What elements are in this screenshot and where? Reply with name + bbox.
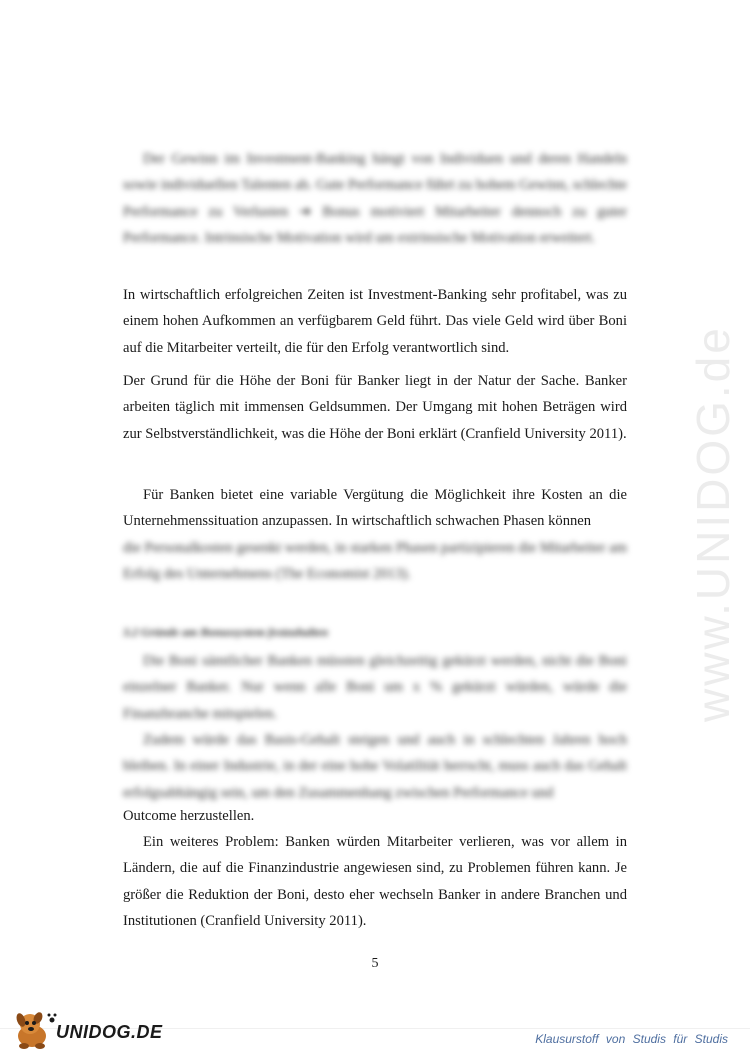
page-number: 5 xyxy=(371,956,379,971)
paragraph-profitability: In wirtschaftlich erfolgreichen Zeiten ist Investment-Banking sehr profitabel, was zu einem hohen Aufkommen an verfügbarem Geld führt. Das viele Geld wird über Boni auf die Mitarbeiter verteilt, die für den Erfolg verantwortlich sind. xyxy=(123,287,627,356)
watermark: www.UNIDOG.de xyxy=(687,325,739,722)
paragraph-blurred-salary: Zudem würde das Basis-Gehalt steigen und auch in schlechten Jahren hoch bleiben. In einer Industrie, in der eine hohe Volatilität herrscht, muss auch das Gehalt erfolgsabhängig sein, um den Zusammenhang zwischen Performance und xyxy=(123,732,627,801)
paragraph-problem: Ein weiteres Problem: Banken würden Mitarbeiter verlieren, was vor allem in Ländern, die auf die Finanzindustrie angewiesen sind, zu Problemen führen kann. Je größer die Reduktion der Boni, desto eher wechseln Banker in andere Branchen und Institutionen (Cranfield University 2011). xyxy=(123,834,627,929)
section-heading: 3.2 Gründe am Bonussystem festzuhalten xyxy=(123,625,329,639)
paragraph-blurred-cuts: Die Boni sämtlicher Banken müssten gleichzeitig gekürzt werden, nicht die Boni einzelner Banker. Nur wenn alle Boni um x % gekürzt würden, würde die Finanzbranche mitspielen. xyxy=(123,653,627,722)
paragraph-reason: Der Grund für die Höhe der Boni für Banker liegt in der Natur der Sache. Banker arbeiten täglich mit immensen Geldsummen. Der Umgang mit hohen Beträgen wird zur Selbstverständlichkeit, was die Höhe der Boni erklärt (Cranfield University 2011). xyxy=(123,373,627,442)
dog-mascot-icon xyxy=(10,1008,58,1052)
footer-tagline: Klausurstoff von Studis für Studis xyxy=(535,1032,728,1046)
paragraph-variable-pay: Für Banken bietet eine variable Vergütung die Möglichkeit ihre Kosten an die Unternehmenssituation anzupassen. In wirtschaftlich schwachen Phasen können xyxy=(123,487,627,530)
unidog-logo[interactable] xyxy=(10,1008,163,1052)
paragraph-blurred-costs: die Personalkosten gesenkt werden, in starken Phasen partizipieren die Mitarbeiter am Erfolg des Unternehmens (The Economist 2013). xyxy=(123,540,627,583)
logo-text: UNIDOG.DE xyxy=(56,1022,163,1042)
paragraph-blurred-intro: Der Gewinn im Investment-Banking hängt von Individuen und deren Handeln sowie individuellen Talenten ab. Gute Performance führt zu hohem Gewinn, schlechte Performance zu Verlusten ➔ Bonus motiviert Mitarbeiter dennoch zu guter Performance. Intrinsische Motivation wird um extrinsische Motivation erweitert. xyxy=(123,151,627,246)
paragraph-outcome: Outcome herzustellen. xyxy=(123,808,255,824)
